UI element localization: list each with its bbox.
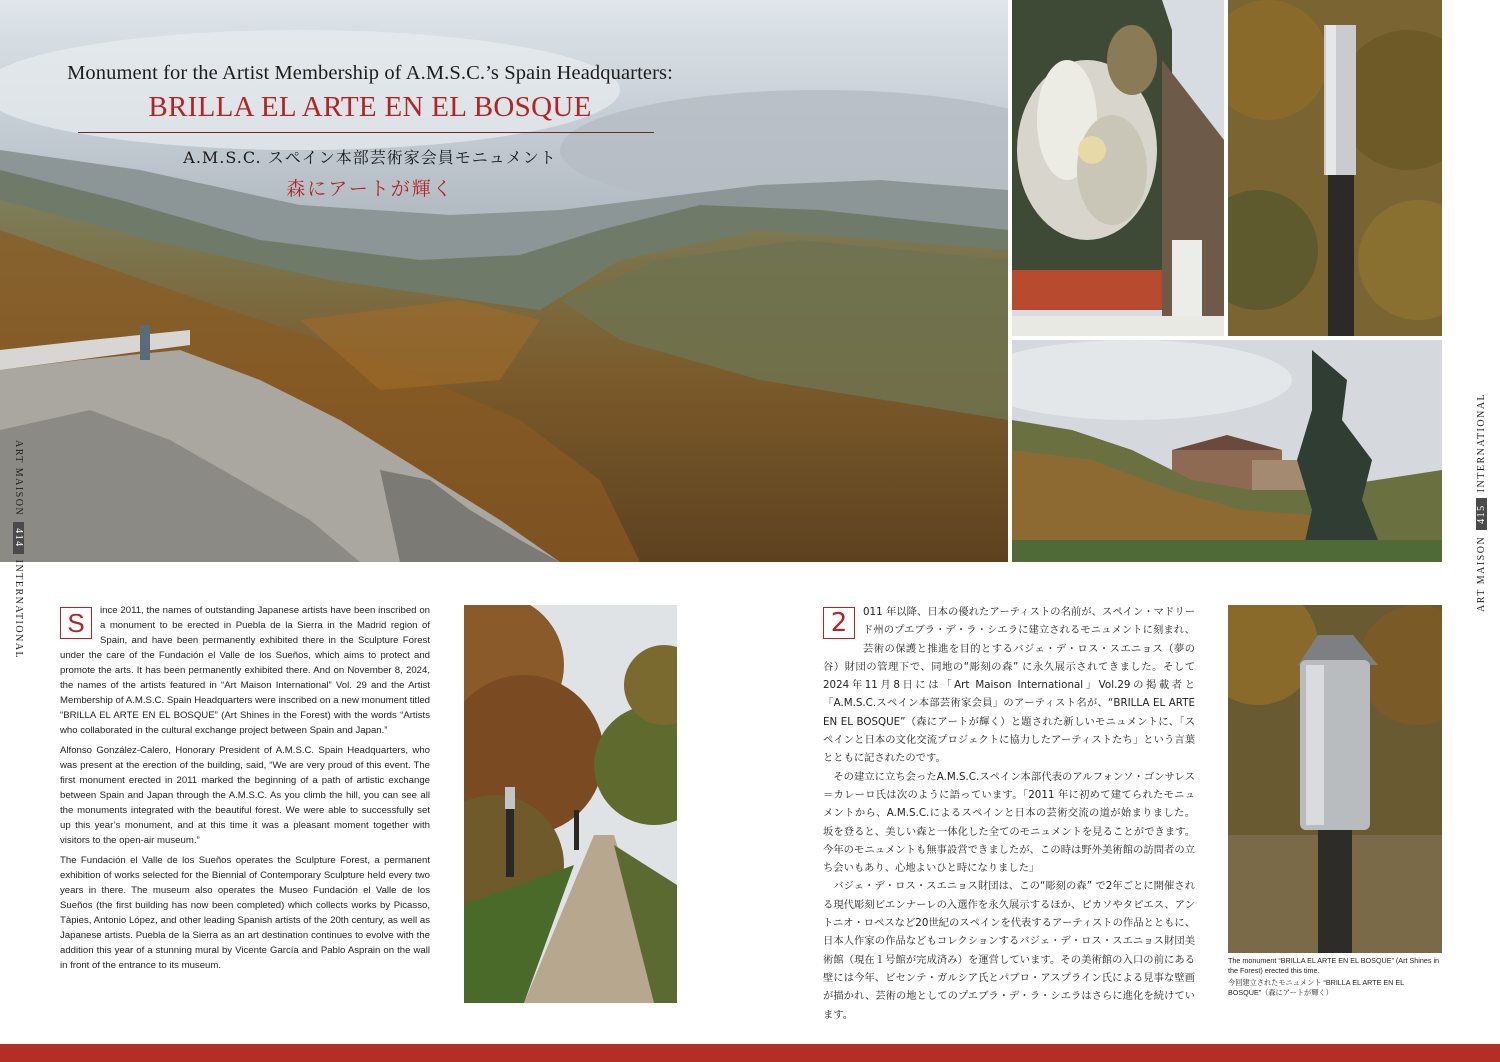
title-block bbox=[60, 62, 680, 201]
magazine-name-right: ART MAISON bbox=[1476, 535, 1487, 612]
paragraph-text: 011 年以降、日本の優れたアーティストの名前が、スペイン・マドリード州のプエブラ・デ・ラ・シエラに建立されるモニュメントに刻まれ、芸術の保護と推進を目的とするバジェ・デ・ロス・スエニョス（夢の谷）財団の管理下で、同地の“彫刻の森” に永久展示されてきました。そして2024年11月8日には「Art Maison International」Vol.29の掲載者と「A.M.S.C.スペイン本部芸術家会員」のアーティスト名が、“BRILLA EL ARTE EN EL BOSQUE”（森にアートが輝く）と題された新しいモニュメントに、「スペインと日本の文化交流プロジェクトに協力したアーティストたち」という言葉とともに記されたのです。 bbox=[823, 606, 1195, 765]
monument-pole-photo-top bbox=[1228, 0, 1442, 336]
paragraph: Alfonso González-Calero, Honorary President of A.M.S.C. Spain Headquarters, who was present at the erection of the building, said, “We are very proud of this event. The first monument erected in 2011 marked the beginning of a path of artistic exchange between Spain and Japan through the A.M.S.C. As you climb the hill, you can see all the monuments integrated with the beautiful forest. We were able to successfully set up this year’s monument, and at this time it was a pleasant moment together with visitors to the open-air museum.” bbox=[60, 745, 430, 846]
title-japanese-line1: A.M.S.C. スペイン本部芸術家会員モニュメント bbox=[183, 148, 557, 167]
caption-english: The monument “BRILLA EL ARTE EN EL BOSQUE” (Art Shines in the Forest) erected this time. bbox=[1228, 956, 1440, 975]
section-label-right: INTERNATIONAL bbox=[1476, 392, 1487, 493]
title-english-line2: BRILLA EL ARTE EN EL BOSQUE bbox=[148, 91, 592, 123]
paragraph bbox=[60, 603, 430, 738]
paragraph: The Fundación el Valle de los Sueños operates the Sculpture Forest, a permanent exhibition of works selected for the Biennial of Contemporary Sculpture held every two years in there. The museum also operates the Museo Fundación el Valle de los Sueños (the first building has now been completed) which collects works by Picasso, Tàpies, Antonio López, and other leading Spanish artists of the 20th century, as well as Japanese artists. Puebla de la Sierra as an art destination continues to evolve with the addition this year of a stunning mural by Vicente García and Pablo Asprain on the wall in front of the entrance to its museum. bbox=[60, 855, 430, 971]
article-japanese bbox=[823, 603, 1195, 1024]
title-english-line1: Monument for the Artist Membership of A.M.S.C.’s Spain Headquarters: bbox=[67, 62, 673, 84]
drop-cap: 2 bbox=[823, 607, 855, 639]
paragraph: バジェ・デ・ロス・スエニョス財団は、この“彫刻の森” で2年ごとに開催される現代彫刻ビエンナーレの入選作を永久展示するほか、ピカソやタピエス、アントニオ・ロペスなど20世紀のスペインを代表するアーティストの作品とともに、日本人作家の作品などもコレクションするバジェ・デ・ロス・スエニョス財団美術館（現在１号館が完成済み）を運営しています。その美術館の入口の前にある壁には今年、ビセンテ・ガルシア氏とパブロ・アスプライン氏による見事な壁画が描かれ、芸術の地としてのプエブラ・デ・ラ・シエラはさらに進化を続けています。 bbox=[823, 880, 1195, 1021]
section-label-left: INTERNATIONAL bbox=[13, 559, 24, 660]
monument-photo bbox=[1228, 605, 1442, 953]
hero-landscape-photo bbox=[0, 0, 1008, 562]
left-page-margin-label bbox=[10, 440, 24, 660]
village-photo bbox=[1012, 340, 1442, 562]
article-english bbox=[60, 603, 430, 978]
paragraph-text: ince 2011, the names of outstanding Japanese artists have been inscribed on a monument to be erected in Puebla de la Sierra in the Madrid region of Spain, and have been permanently exhibited there in the Sculpture Forest under the care of the Fundación el Valle de los Sueños, which aims to protect and promote the arts. It has been permanently exhibited there. And on November 8, 2024, the names of the artists featured in “Art Maison International” Vol. 29 and the Artist Membership of A.M.S.C. Spain Headquarters were inscribed on a new monument titled “BRILLA EL ARTE EN EL BOSQUE” (Art Shines in the Forest) with the words “Artists who collaborated in the cultural exchange project between Spain and Japan.” bbox=[60, 605, 430, 736]
title-divider bbox=[78, 132, 654, 133]
page-number-left: 414 bbox=[13, 522, 24, 554]
title-japanese-line2: 森にアートが輝く bbox=[286, 178, 454, 200]
paragraph: その建立に立ち会ったA.M.S.C.スペイン本部代表のアルフォンソ・ゴンサレス＝カレーロ氏は次のように語っています。「2011 年に初めて建てられたモニュメントから、A.M.S.C.によるスペインと日本の芸術交流の道が始まりました。坂を登ると、美しい森と一体化した全てのモニュメントを見ることができます。今年のモニュメントも無事設営できましたが、この時は野外美術館の訪問者の立ち会いもあり、心地よいひと時になりました」 bbox=[823, 770, 1195, 875]
footer-color-bar bbox=[0, 1044, 1500, 1062]
paragraph bbox=[823, 603, 1195, 768]
mural-photo bbox=[1012, 0, 1224, 336]
forest-path-photo bbox=[464, 605, 677, 1003]
magazine-name-left: ART MAISON bbox=[13, 440, 24, 517]
drop-cap: S bbox=[60, 607, 92, 639]
caption-japanese: 今回建立されたモニュメント “BRILLA EL ARTE EN EL BOSQUE”（森にアートが輝く） bbox=[1228, 978, 1404, 997]
page-number-right: 415 bbox=[1476, 498, 1487, 530]
photo-caption bbox=[1228, 956, 1444, 998]
right-page-margin-label bbox=[1476, 392, 1500, 612]
